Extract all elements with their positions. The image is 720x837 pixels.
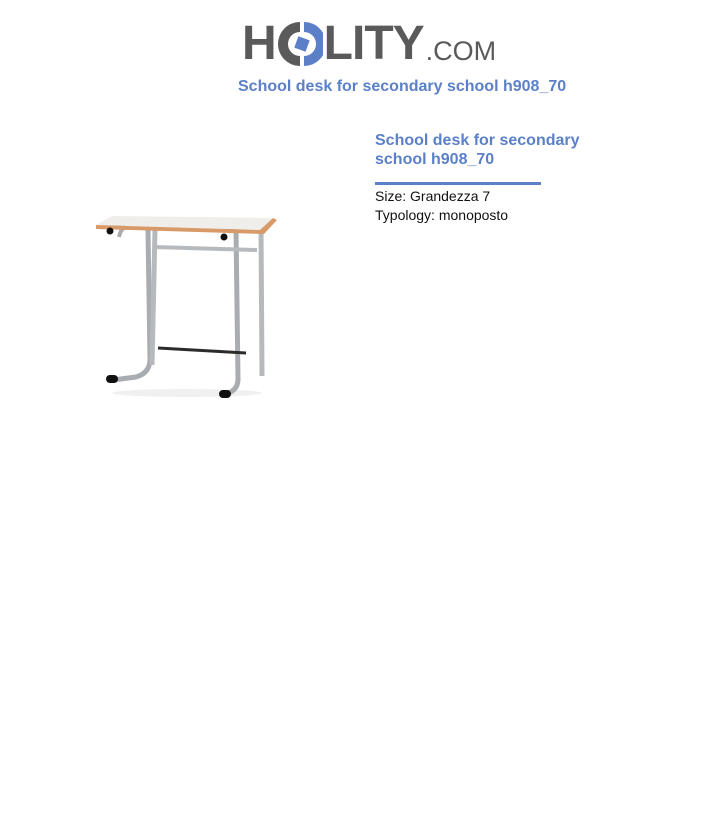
spec-size-value: Grandezza 7	[410, 188, 491, 204]
spec-typology-label: Typology:	[375, 207, 435, 223]
spec-typology	[375, 206, 605, 225]
logo-o-icon	[277, 20, 323, 68]
spec-typology-value: monoposto	[438, 207, 509, 223]
holity-logo	[242, 10, 497, 70]
logo-letters-lity: LITY	[323, 17, 424, 70]
product-title: School desk for secondary school h908_70	[375, 132, 580, 168]
logo-domain: .COM	[425, 36, 497, 66]
logo-letter-h: H	[242, 17, 276, 70]
product-info	[375, 131, 605, 225]
title-divider	[375, 182, 541, 185]
spec-size-label: Size:	[375, 188, 407, 204]
spec-size	[375, 187, 605, 206]
school-desk-image	[92, 205, 282, 405]
page-title: School desk for secondary school h908_70	[238, 78, 567, 95]
